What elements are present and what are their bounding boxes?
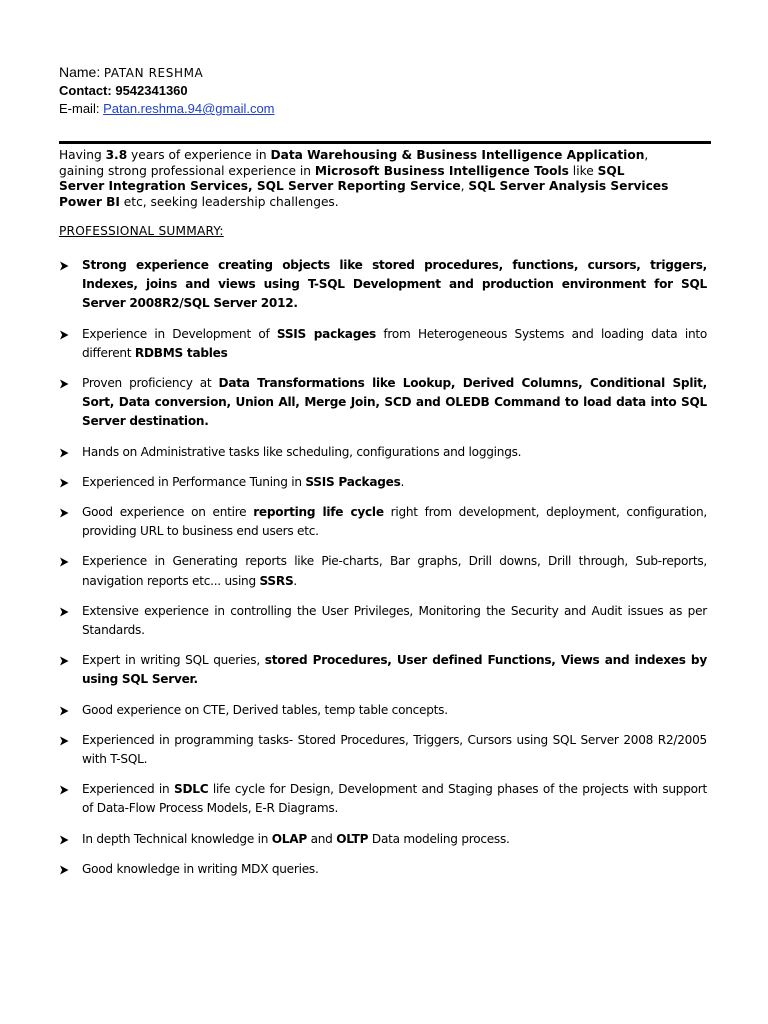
- contact-label: Contact:: [59, 83, 112, 98]
- arrowhead-bullet-icon: [59, 835, 69, 845]
- text-run: Data modeling process.: [368, 831, 510, 846]
- summary-bullet-item: [59, 503, 707, 541]
- text-run: etc, seeking leadership challenges.: [119, 194, 339, 209]
- summary-bullet-text: [82, 503, 707, 541]
- arrowhead-bullet-icon: [59, 607, 69, 617]
- bold-text-run: Data Warehousing & Business Intelligence Application: [270, 148, 645, 162]
- arrowhead-bullet-icon: [59, 785, 69, 795]
- text-run: Proven proficiency at: [82, 376, 219, 391]
- text-run: .: [400, 474, 405, 489]
- summary-bullet-text: [82, 256, 707, 314]
- bold-text-run: OLAP: [271, 831, 307, 846]
- text-run: Extensive experience in controlling the User Privileges, Monitoring the Security and Audit issues as per Standards.: [82, 603, 707, 638]
- header-divider: [59, 141, 711, 144]
- text-run: Experienced in: [82, 782, 175, 797]
- bold-text-run: Power BI: [59, 194, 120, 209]
- text-run: life cycle for Design, Development and Staging phases of the projects with support of Data-Flow Process Models, E-R Diagrams.: [82, 782, 707, 816]
- intro-paragraph: [59, 148, 719, 210]
- summary-bullet-text: [82, 780, 707, 818]
- summary-bullet-text: [82, 443, 707, 462]
- email-line: [59, 100, 719, 118]
- text-run: Experience in Development of: [82, 326, 277, 341]
- summary-bullet-text: [82, 325, 707, 363]
- summary-bullet-text: [82, 602, 707, 640]
- bold-text-run: 3.8: [105, 148, 128, 162]
- text-run: years of experience in: [127, 148, 271, 162]
- bold-text-run: Strong experience creating objects like stored procedures, functions, cursors, triggers, Indexes, joins and views using T-SQL Development and production environment for SQL Server 2008R2/SQL Server 2012.: [82, 258, 707, 311]
- text-run: .: [293, 573, 298, 588]
- summary-bullet-item: [59, 731, 707, 769]
- summary-bullet-text: [82, 860, 707, 879]
- intro-line: [59, 179, 719, 195]
- intro-line: [59, 164, 719, 180]
- arrowhead-bullet-icon: [59, 865, 69, 875]
- bold-text-run: SSIS Packages: [305, 474, 401, 489]
- intro-line: [59, 195, 719, 211]
- summary-bullet-item: [59, 830, 707, 849]
- summary-bullet-text: [82, 731, 707, 769]
- bold-text-run: SQL Server Analysis Services: [468, 179, 669, 194]
- summary-bullet-item: [59, 701, 707, 720]
- arrowhead-bullet-icon: [59, 330, 69, 340]
- bold-text-run: Data Transformations like Lookup, Derived Columns, Conditional Split, Sort, Data conversion, Union All, Merge Join, SCD and OLEDB Command to load data into SQL Server destination.: [82, 376, 707, 429]
- summary-bullet-text: [82, 701, 707, 720]
- summary-bullet-item: [59, 602, 707, 640]
- summary-bullet-text: [82, 552, 707, 590]
- text-run: Expert in writing SQL queries,: [82, 653, 265, 668]
- bold-text-run: stored Procedures, User defined Functions, Views and indexes by using SQL Server.: [82, 653, 707, 687]
- summary-bullet-item: [59, 473, 707, 492]
- summary-bullet-item: [59, 552, 707, 590]
- summary-bullet-list: [59, 256, 707, 890]
- name-value: PATAN RESHMA: [103, 66, 204, 80]
- bold-text-run: SSIS packages: [276, 326, 377, 341]
- text-run: ,: [460, 179, 469, 194]
- summary-bullet-item: [59, 325, 707, 363]
- text-run: Having: [59, 148, 106, 162]
- bold-text-run: RDBMS tables: [134, 345, 228, 360]
- bold-text-run: Server Integration Services, SQL Server Reporting Service: [59, 179, 461, 194]
- summary-bullet-item: [59, 860, 707, 879]
- name-line: [59, 63, 719, 82]
- name-label: Name:: [59, 64, 101, 80]
- bold-text-run: SQL: [597, 163, 625, 178]
- summary-bullet-item: [59, 374, 707, 432]
- arrowhead-bullet-icon: [59, 508, 69, 518]
- summary-bullet-text: [82, 830, 707, 849]
- section-title-professional-summary: PROFESSIONAL SUMMARY:: [59, 224, 224, 238]
- summary-bullet-text: [82, 374, 707, 432]
- arrowhead-bullet-icon: [59, 379, 69, 389]
- contact-value: 9542341360: [115, 83, 188, 98]
- arrowhead-bullet-icon: [59, 656, 69, 666]
- summary-bullet-text: [82, 651, 707, 689]
- text-run: In depth Technical knowledge in: [82, 831, 272, 846]
- summary-bullet-item: [59, 651, 707, 689]
- text-run: Experienced in programming tasks- Stored Procedures, Triggers, Cursors using SQL Server 2008 R2/2005 with T-SQL.: [82, 732, 707, 767]
- text-run: like: [568, 163, 598, 178]
- bold-text-run: reporting life cycle: [253, 505, 384, 520]
- email-label: E-mail:: [59, 101, 100, 116]
- text-run: Hands on Administrative tasks like scheduling, configurations and loggings.: [82, 444, 522, 459]
- contact-header: [59, 63, 719, 118]
- text-run: Experienced in Performance Tuning in: [82, 474, 306, 489]
- text-run: Good experience on entire: [82, 505, 254, 520]
- arrowhead-bullet-icon: [59, 557, 69, 567]
- summary-bullet-item: [59, 256, 707, 314]
- text-run: gaining strong professional experience in: [59, 163, 315, 178]
- text-run: Experience in Generating reports like Pie-charts, Bar graphs, Drill downs, Drill through, Sub-reports, navigation reports etc... using: [82, 554, 707, 588]
- text-run: right from development, deployment, configuration, providing URL to business end users etc.: [82, 505, 707, 539]
- bold-text-run: Microsoft Business Intelligence Tools: [314, 163, 569, 178]
- bold-text-run: SSRS: [259, 573, 294, 588]
- text-run: and: [306, 831, 337, 846]
- contact-line: [59, 82, 719, 100]
- summary-bullet-item: [59, 443, 707, 462]
- arrowhead-bullet-icon: [59, 706, 69, 716]
- arrowhead-bullet-icon: [59, 478, 69, 488]
- text-run: ,: [644, 148, 649, 162]
- bold-text-run: OLTP: [336, 831, 369, 846]
- summary-bullet-text: [82, 473, 707, 492]
- email-link[interactable]: Patan.reshma.94@gmail.com: [103, 101, 275, 116]
- arrowhead-bullet-icon: [59, 736, 69, 746]
- bold-text-run: SDLC: [174, 782, 209, 797]
- text-run: from Heterogeneous Systems and loading data into different: [82, 326, 707, 360]
- arrowhead-bullet-icon: [59, 261, 69, 271]
- summary-bullet-item: [59, 780, 707, 818]
- text-run: Good experience on CTE, Derived tables, temp table concepts.: [82, 702, 448, 717]
- arrowhead-bullet-icon: [59, 448, 69, 458]
- text-run: Good knowledge in writing MDX queries.: [82, 861, 319, 876]
- intro-line: [59, 148, 719, 164]
